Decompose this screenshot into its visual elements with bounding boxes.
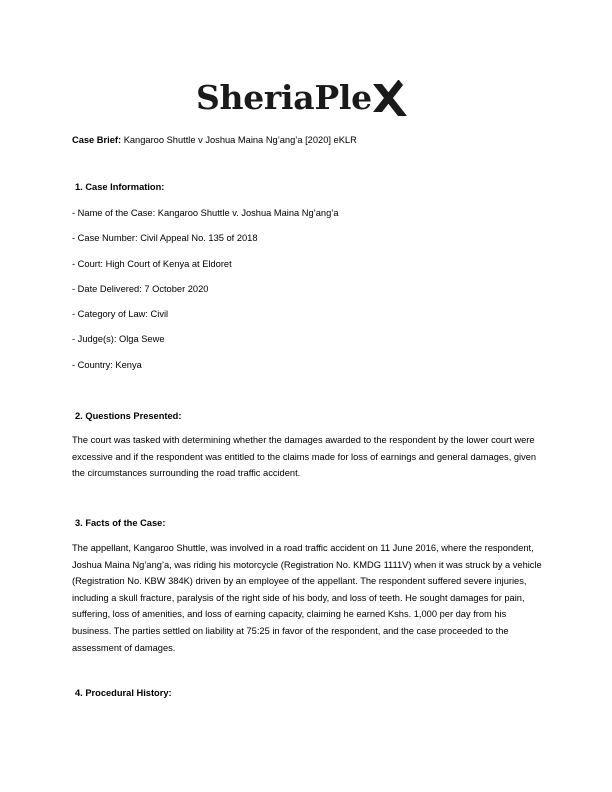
questions-presented-heading: 2. Questions Presented: xyxy=(75,411,182,421)
case-info-item: - Judge(s): Olga Sewe xyxy=(72,334,165,344)
case-info-item: - Court: High Court of Kenya at Eldoret xyxy=(72,259,232,269)
procedural-history-heading: 4. Procedural History: xyxy=(75,688,172,698)
case-brief-title: Kangaroo Shuttle v Joshua Maina Ng’ang’a [2020] eKLR xyxy=(123,135,357,145)
case-info-item: - Country: Kenya xyxy=(72,360,142,370)
case-info-item: - Category of Law: Civil xyxy=(72,309,169,319)
case-information-heading: 1. Case Information: xyxy=(75,182,165,192)
case-info-item: - Case Number: Civil Appeal No. 135 of 2018 xyxy=(72,233,258,243)
case-info-item: - Name of the Case: Kangaroo Shuttle v. Joshua Maina Ng’ang’a xyxy=(72,208,339,218)
facts-text: The appellant, Kangaroo Shuttle, was involved in a road traffic accident on 11 June 2016, where the respondent, Joshua Maina Ng’ang’a, was riding his motorcycle (Registration No. KMDG 1111V) when it was struck by a vehicle (Registration No. KBW 384K) driven by an employee of the appellant. The respondent suffered severe injuries, including a skull fracture, paralysis of the right side of his body, and loss of teeth. He sought damages for pain, suffering, loss of amenities, and loss of earning capacity, claiming he earned Kshs. 1,000 per day from his business. The parties settled on liability at 75:25 in favor of the respondent, and the case proceeded to the assessment of damages. xyxy=(72,543,542,653)
logo-wordmark: SheriaPle xyxy=(196,78,372,117)
case-brief-line xyxy=(72,134,357,146)
facts-heading: 3. Facts of the Case: xyxy=(75,518,166,528)
case-brief-label: Case Brief: xyxy=(72,135,122,145)
case-info-item: - Date Delivered: 7 October 2020 xyxy=(72,284,209,294)
questions-presented-text: The court was tasked with determining whether the damages awarded to the respondent by the lower court were excessive and if the respondent was entitled to the claims made for loss of earnings and general damages, given the circumstances surrounding the road traffic accident. xyxy=(72,435,537,479)
sheriaplex-logo xyxy=(196,78,407,118)
logo-x-mark-icon xyxy=(373,80,407,116)
